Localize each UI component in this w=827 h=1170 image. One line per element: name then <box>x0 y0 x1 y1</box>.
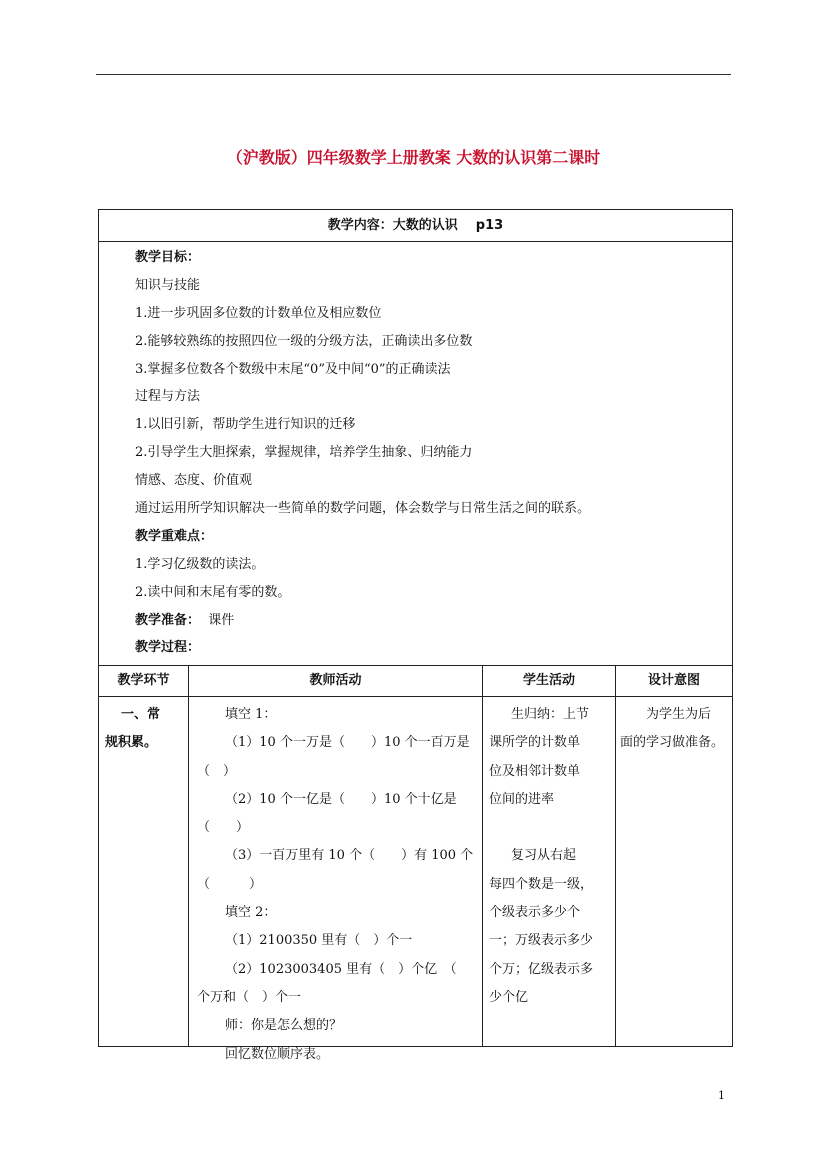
purpose-line: 面的学习做准备。 <box>620 735 725 751</box>
process-heading: 教学过程： <box>135 640 201 656</box>
column-header: 学生活动 <box>483 666 615 697</box>
teacher-line: （ ） <box>197 876 263 892</box>
stage-line: 规积累。 <box>105 735 158 751</box>
key-point: 1.学习亿级数的读法。 <box>135 556 265 572</box>
lesson-intro <box>99 242 732 665</box>
teacher-line: 填空 1： <box>225 707 277 722</box>
student-line: 位及相邻计数单 <box>489 763 581 779</box>
purpose-cell <box>616 697 732 1046</box>
goal-item: 1.进一步巩固多位数的计数单位及相应数位 <box>135 305 382 321</box>
key-points-heading: 教学重难点： <box>135 528 214 544</box>
teacher-line: 填空 2： <box>225 905 277 921</box>
teacher-line: （1）2100350 里有（ ）个一 <box>225 933 413 949</box>
preparation-value: 课件 <box>208 612 235 628</box>
teacher-line: 回忆数位顺序表。 <box>225 1046 330 1062</box>
goal-item: 2.能够较熟练的按照四位一级的分级方法，正确读出多位数 <box>135 333 473 349</box>
student-line: 一；万级表示多少 <box>489 933 594 949</box>
goal-item: 1.以旧引新，帮助学生进行知识的迁移 <box>135 417 356 433</box>
student-cell <box>483 697 615 1046</box>
goal-item: 2.引导学生大胆探索，掌握规律，培养学生抽象、归纳能力 <box>135 445 473 461</box>
stage-line: 一、常 <box>121 707 161 722</box>
teacher-line: （2）1023003405 里有（ ）个亿 （ <box>225 961 457 977</box>
column-header: 设计意图 <box>616 666 732 697</box>
goal-item: 3.掌握多位数各个数级中末尾“0”及中间“0”的正确读法 <box>135 361 451 377</box>
key-point: 2.读中间和末尾有零的数。 <box>135 584 291 600</box>
teacher-line: 师：你是怎么想的？ <box>225 1018 343 1034</box>
page-reference: p13 <box>475 218 504 233</box>
table-header <box>99 210 732 242</box>
stage-cell <box>99 697 188 1046</box>
teacher-line: （2）10 个一亿是（ ）10 个十亿是 <box>225 791 457 807</box>
student-line: 课所学的计数单 <box>489 735 581 751</box>
lesson-table <box>98 209 733 1062</box>
student-line: 少个亿 <box>489 989 529 1005</box>
content-label: 教学内容：大数的认识 <box>327 218 458 233</box>
student-line: 每四个数是一级， <box>489 876 594 892</box>
teacher-line: （3）一百万里有 10 个（ ）有 100 个 <box>225 848 474 864</box>
goal-subheading: 知识与技能 <box>135 277 201 293</box>
student-line: 复习从右起 <box>511 848 577 864</box>
teacher-cell <box>189 697 482 1062</box>
purpose-column <box>616 666 732 1046</box>
page-number: 1 <box>718 1089 725 1102</box>
student-line: 位间的进率 <box>489 791 555 807</box>
teacher-line: （ ） <box>197 820 250 836</box>
document-title: （沪教版）四年级数学上册教案 大数的认识第二课时 <box>226 148 601 167</box>
teacher-line: 个万和（ ）个一 <box>197 989 302 1005</box>
purpose-line: 为学生为后 <box>646 707 712 722</box>
teacher-line: （ ） <box>197 763 237 779</box>
column-header: 教师活动 <box>189 666 482 697</box>
preparation-line <box>135 607 732 635</box>
goal-subheading: 情感、态度、价值观 <box>135 473 253 489</box>
teacher-line: （1）10 个一万是（ ）10 个一百万是 <box>225 735 470 751</box>
goal-subheading: 过程与方法 <box>135 389 201 405</box>
goal-item: 通过运用所学知识解决一些简单的数学问题，体会数学与日常生活之间的联系。 <box>135 501 591 517</box>
header-rule <box>96 74 731 75</box>
teacher-column <box>189 666 483 1062</box>
student-line: 个万；亿级表示多 <box>489 961 594 977</box>
student-line: 个级表示多少个 <box>489 905 581 921</box>
student-line: 生归纳：上节 <box>511 707 590 722</box>
goals-heading: 教学目标： <box>135 250 201 265</box>
student-column <box>483 666 616 1046</box>
column-header: 教学环节 <box>99 666 188 697</box>
preparation-heading: 教学准备： <box>135 612 201 628</box>
student-line <box>489 814 615 842</box>
process-grid <box>99 665 732 1062</box>
stage-column <box>99 666 189 1046</box>
